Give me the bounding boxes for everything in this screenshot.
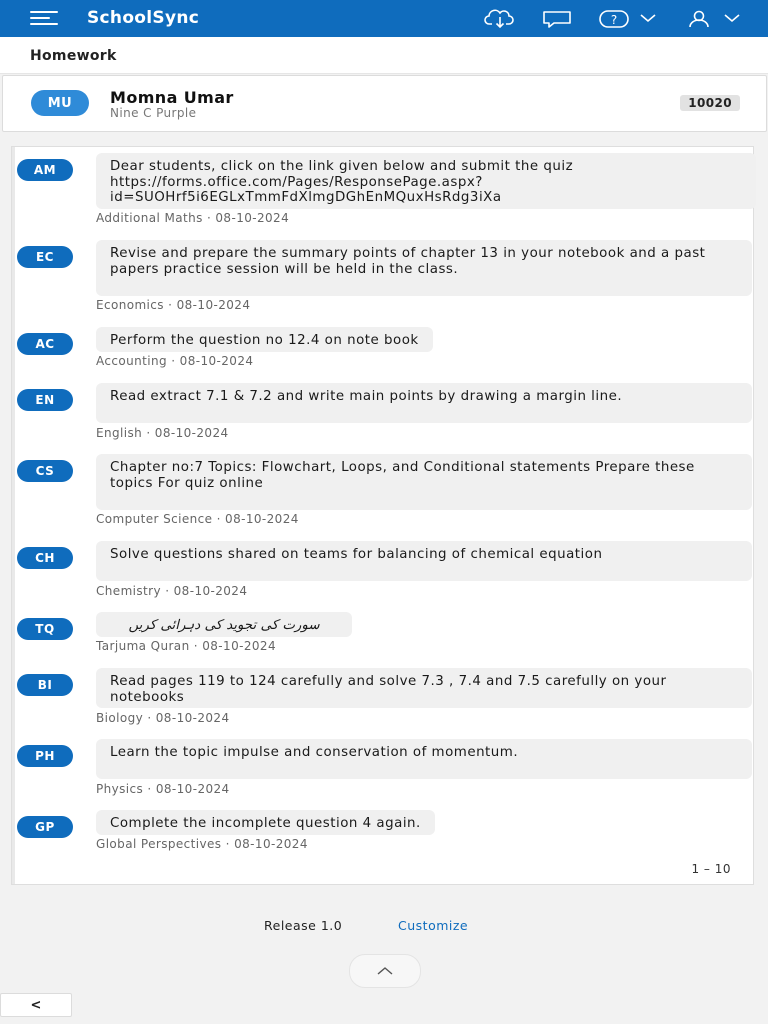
chevron-down-icon[interactable] xyxy=(722,12,742,32)
student-name: Momna Umar xyxy=(110,88,234,107)
homework-meta: Chemistry · 08-10-2024 xyxy=(96,584,248,598)
subject-badge: GP xyxy=(17,816,73,838)
homework-meta: Computer Science · 08-10-2024 xyxy=(96,512,299,526)
homework-meta: Accounting · 08-10-2024 xyxy=(96,354,254,368)
help-icon[interactable] xyxy=(598,9,630,29)
subject-badge: AC xyxy=(17,333,73,355)
subject-badge: EC xyxy=(17,246,73,268)
menu-icon[interactable] xyxy=(30,11,58,27)
chat-icon[interactable] xyxy=(541,9,573,29)
student-id-badge: 10020 xyxy=(680,95,740,111)
avatar: MU xyxy=(31,90,89,116)
page-title: Homework xyxy=(30,48,117,64)
top-app-bar xyxy=(0,0,768,37)
homework-meta: Economics · 08-10-2024 xyxy=(96,298,251,312)
subject-badge: AM xyxy=(17,159,73,181)
homework-text: سورت کی تجوید کی دہرائی کریں xyxy=(96,612,352,637)
app-title: SchoolSync xyxy=(87,8,200,28)
homework-meta: Tarjuma Quran · 08-10-2024 xyxy=(96,639,276,653)
chevron-down-icon[interactable] xyxy=(638,12,658,32)
homework-text: Chapter no:7 Topics: Flowchart, Loops, and Conditional statements Prepare these topics For quiz online xyxy=(96,454,752,510)
back-button[interactable]: < xyxy=(0,993,72,1017)
svg-text:?: ? xyxy=(610,13,618,27)
customize-link[interactable]: Customize xyxy=(398,918,469,933)
page-header xyxy=(0,37,768,74)
subject-badge: BI xyxy=(17,674,73,696)
homework-meta: Global Perspectives · 08-10-2024 xyxy=(96,837,308,851)
student-class: Nine C Purple xyxy=(110,106,197,120)
subject-badge: EN xyxy=(17,389,73,411)
homework-meta: Biology · 08-10-2024 xyxy=(96,711,230,725)
homework-list xyxy=(11,146,754,885)
homework-meta: Physics · 08-10-2024 xyxy=(96,782,230,796)
homework-text: Learn the topic impulse and conservation of momentum. xyxy=(96,739,752,779)
pagination-range: 1 – 10 xyxy=(691,862,731,876)
homework-text: Perform the question no 12.4 on note book xyxy=(96,327,433,352)
homework-text: Read pages 119 to 124 carefully and solve 7.3 , 7.4 and 7.5 carefully on your notebooks xyxy=(96,668,752,708)
homework-text: Complete the incomplete question 4 again. xyxy=(96,810,435,835)
release-label: Release 1.0 xyxy=(264,918,343,933)
homework-text: Solve questions shared on teams for balancing of chemical equation xyxy=(96,541,752,581)
homework-meta: Additional Maths · 08-10-2024 xyxy=(96,211,290,225)
student-card[interactable] xyxy=(2,75,767,132)
subject-badge: CS xyxy=(17,460,73,482)
homework-text: Read extract 7.1 & 7.2 and write main points by drawing a margin line. xyxy=(96,383,752,423)
scroll-to-top-button[interactable] xyxy=(349,954,421,988)
subject-badge: TQ xyxy=(17,618,73,640)
homework-text: Dear students, click on the link given below and submit the quiz https://forms.office.com/Pages/ResponsePage.aspx?id=SUOHrf5i6EGLxTmmFdXlmgDGhEnMQuxHsRdg3iXa xyxy=(96,153,756,209)
homework-text: Revise and prepare the summary points of chapter 13 in your notebook and a past papers practice session will be held in the class. xyxy=(96,240,752,296)
homework-meta: English · 08-10-2024 xyxy=(96,426,229,440)
subject-badge: CH xyxy=(17,547,73,569)
chevron-up-icon xyxy=(375,965,395,977)
user-icon[interactable] xyxy=(687,9,711,29)
cloud-download-icon[interactable] xyxy=(484,9,516,29)
subject-badge: PH xyxy=(17,745,73,767)
